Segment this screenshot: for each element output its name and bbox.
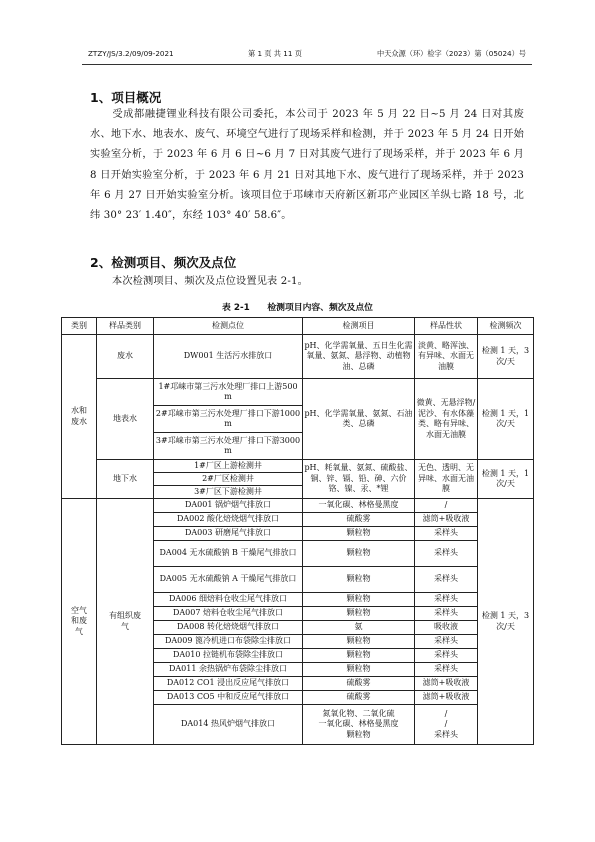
- table-row: [62, 460, 534, 473]
- freq-surface: 检测 1 天，1 次/天: [478, 379, 534, 460]
- point-da005: DA005 无水硫酸钠 A 干燥尾气排放口: [154, 567, 303, 593]
- items-da001: 一氧化碳、林格曼黑度: [303, 499, 415, 513]
- header-point: 检测点位: [154, 318, 303, 335]
- items-da011: 颗粒物: [303, 663, 415, 677]
- header-divider: [82, 64, 532, 65]
- point-da003: DA003 研磨尾气排放口: [154, 527, 303, 541]
- nature-da002: 滤筒+吸收液: [415, 513, 478, 527]
- category-water: 水和 废水: [62, 335, 97, 499]
- page-info: 第 1 页 共 11 页: [248, 49, 302, 58]
- point-da011: DA011 余热锅炉布袋除尘排放口: [154, 663, 303, 677]
- freq-gas: 检测 1 天，3 次/天: [478, 499, 534, 745]
- point-da006: DA006 细焙料仓收尘尾气排放口: [154, 593, 303, 607]
- page-header: [88, 47, 526, 61]
- point-surface-2: 2#邛崃市第三污水处理厂排口下游1000m: [154, 406, 303, 433]
- nature-da014: / / 采样头: [415, 705, 478, 745]
- nature-da008: 吸收液: [415, 621, 478, 635]
- freq-ground: 检测 1 天，1 次/天: [478, 460, 534, 499]
- point-ground-3: 3#厂区下游检测井: [154, 486, 303, 499]
- nature-da004: 采样头: [415, 541, 478, 567]
- sample-type-ground: 地下水: [97, 460, 154, 499]
- items-da008: 氨: [303, 621, 415, 635]
- nature-da013: 滤筒+吸收液: [415, 691, 478, 705]
- table-caption: 表 2-1 检测项目内容、频次及点位: [222, 303, 373, 313]
- point-da004: DA004 无水硫酸钠 B 干燥尾气排放口: [154, 541, 303, 567]
- nature-da003: 采样头: [415, 527, 478, 541]
- point-da012: DA012 CO1 浸出反应尾气排放口: [154, 677, 303, 691]
- items-da003: 颗粒物: [303, 527, 415, 541]
- nature-da001: /: [415, 499, 478, 513]
- nature-wastewater: 淡黄、略浑浊、有异味、水面无油膜: [415, 335, 478, 379]
- nature-da009: 采样头: [415, 635, 478, 649]
- header-frequency: 检测频次: [478, 318, 534, 335]
- table-row: [62, 379, 534, 406]
- point-da014: DA014 热风炉烟气排放口: [154, 705, 303, 745]
- section-2-title: 2、检测项目、频次及点位: [90, 255, 237, 270]
- point-da008: DA008 转化焙烧烟气排放口: [154, 621, 303, 635]
- nature-da012: 滤筒+吸收液: [415, 677, 478, 691]
- sample-type-wastewater: 废水: [97, 335, 154, 379]
- point-da009: DA009 篦冷机进口布袋除尘排放口: [154, 635, 303, 649]
- nature-da005: 采样头: [415, 567, 478, 593]
- items-da004: 颗粒物: [303, 541, 415, 567]
- point-ground-2: 2#厂区检测井: [154, 473, 303, 486]
- point-da010: DA010 拉链机布袋除尘排放口: [154, 649, 303, 663]
- items-wastewater: pH、化学需氧量、五日生化需氧量、氨氮、悬浮物、动植物油、总磷: [303, 335, 415, 379]
- items-da012: 硫酸雾: [303, 677, 415, 691]
- items-da014: 氮氧化物、二氧化硫 一氧化碳、林格曼黑度 颗粒物: [303, 705, 415, 745]
- category-air: 空气 和废 气: [62, 499, 97, 745]
- items-da007: 颗粒物: [303, 607, 415, 621]
- items-da010: 颗粒物: [303, 649, 415, 663]
- point-da002: DA002 酸化焙烧烟气排放口: [154, 513, 303, 527]
- detection-table: [61, 317, 533, 745]
- table-header-row: [62, 318, 534, 335]
- sample-type-organized-gas: 有组织废 气: [97, 499, 154, 745]
- header-nature: 样品性状: [415, 318, 478, 335]
- items-surface: pH、化学需氧量、氨氮、石油类、总磷: [303, 379, 415, 460]
- document-code: ZTZY/JS/3.2/09/09-2021: [88, 49, 174, 58]
- items-da006: 颗粒物: [303, 593, 415, 607]
- header-category: 类别: [62, 318, 97, 335]
- point-surface-3: 3#邛崃市第三污水处理厂排口下游3000m: [154, 433, 303, 460]
- header-sample-type: 样品类别: [97, 318, 154, 335]
- nature-da006: 采样头: [415, 593, 478, 607]
- point-da007: DA007 焙料仓收尘尾气排放口: [154, 607, 303, 621]
- point-surface-1: 1#邛崃市第三污水处理厂排口上游500m: [154, 379, 303, 406]
- nature-ground: 无色、透明、无异味、水面无油膜: [415, 460, 478, 499]
- nature-da010: 采样头: [415, 649, 478, 663]
- section-2-intro: 本次检测项目、频次及点位设置见表 2-1。: [112, 276, 308, 287]
- items-ground: pH、耗氧量、氨氮、硫酸盐、铜、锌、镉、铅、砷、六价铬、镍、汞、*锂: [303, 460, 415, 499]
- freq-wastewater: 检测 1 天，3 次/天: [478, 335, 534, 379]
- nature-da011: 采样头: [415, 663, 478, 677]
- items-da009: 颗粒物: [303, 635, 415, 649]
- point-ground-1: 1#厂区上游检测井: [154, 460, 303, 473]
- table-row: [62, 335, 534, 379]
- items-da005: 颗粒物: [303, 567, 415, 593]
- section-1-title: 1、项目概况: [90, 90, 162, 105]
- nature-da007: 采样头: [415, 607, 478, 621]
- point-da013: DA013 CO5 中和反应尾气排放口: [154, 691, 303, 705]
- items-da013: 硫酸雾: [303, 691, 415, 705]
- sample-type-surface: 地表水: [97, 379, 154, 460]
- section-1-paragraph: 受成都融捷锂业科技有限公司委托，本公司于 2023 年 5 月 22 日~5 月 24 日对其废水、地下水、地表水、废气、环境空气进行了现场采样和检测，并于 2023 年 5 月 24 日开始实验室分析，于 2023 年 6 月 6 日~6 月 7 日对其废气进行了现场采样，并于 2023 年 6 月 8 日开始实验室分析，于 2023 年 6 月 21 日对其地下水、废气进行了现场采样，并于 2023 年 6 月 27 日开始实验室分析。该项目位于邛崃市天府新区新邛产业园区羊纵七路 18 号，北纬 30° 23′ 1.40″，东经 103° 40′ 58.6″。: [90, 109, 524, 222]
- items-da002: 硫酸雾: [303, 513, 415, 527]
- point-da001: DA001 锅炉烟气排放口: [154, 499, 303, 513]
- nature-surface: 微黄、无悬浮物/泥沙、有水体藻类、略有异味、水面无油膜: [415, 379, 478, 460]
- table-row: [62, 499, 534, 513]
- report-number: 中天众源（环）检字（2023）第（05024）号: [377, 49, 526, 58]
- header-items: 检测项目: [303, 318, 415, 335]
- point-dw001: DW001 生活污水排放口: [154, 335, 303, 379]
